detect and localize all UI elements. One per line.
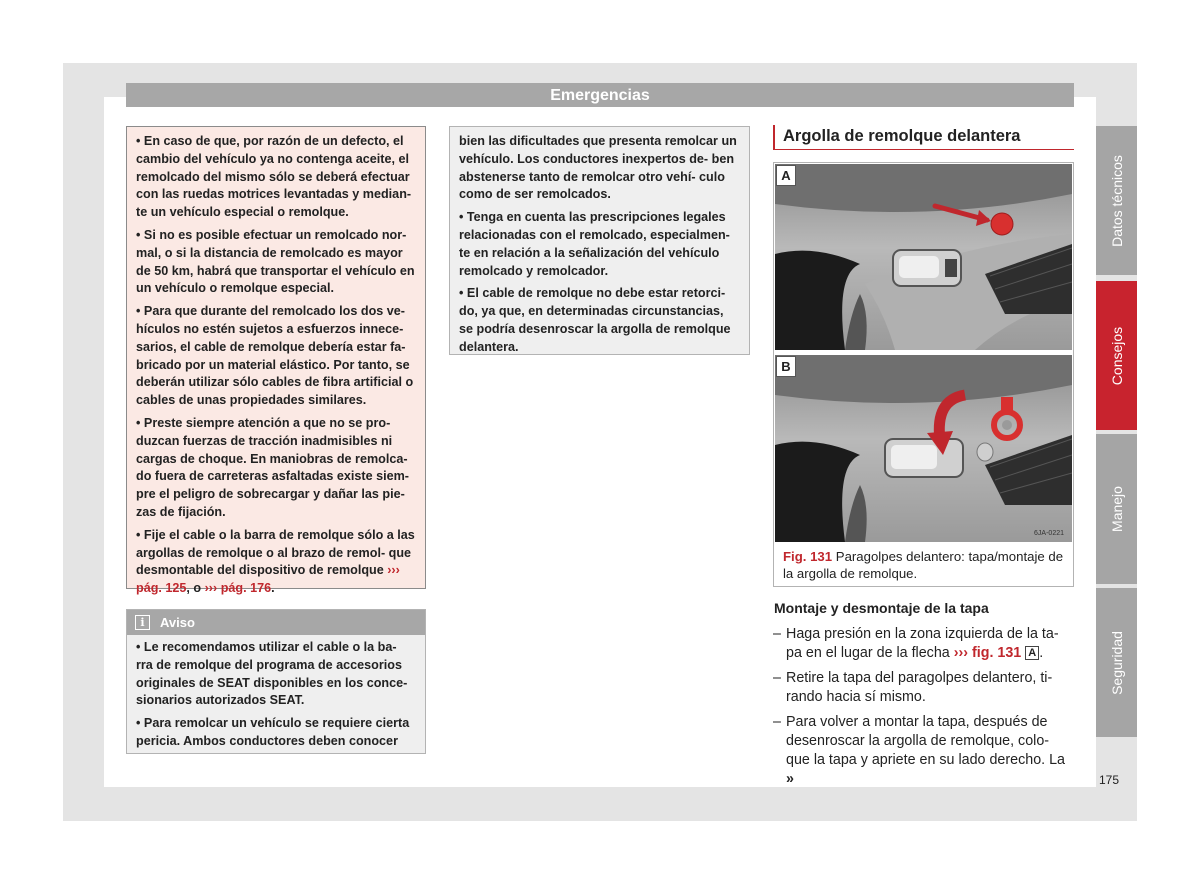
step-text: Retire la tapa del paragolpes delantero, ti- rando hacia sí mismo. [786,670,1053,705]
sub-heading: Montaje y desmontaje de la tapa [774,600,989,616]
warning-end-punct: . [271,581,275,596]
warning-item-text: En caso de que, por razón de un defecto, el cambio del vehículo ya no contenga aceite, el remolcado del mismo sólo se deberá efectuar con las ruedas motrices levantadas y median- te un vehículo especial o remolque. [136,134,412,220]
figure-label-b: B [776,356,796,377]
warning-item-text: Si no es posible efectuar un remolcado nor- mal, o si la distancia de remolcado es mayor de 50 km, habrá que transportar el vehículo en un vehículo o remolque especial. [136,227,415,296]
note-body [127,635,425,751]
info-icon: i [135,615,150,630]
note-header [127,610,425,635]
warning-item-text: Para que durante del remolcado los dos ve- hículos no estén sujetos a esfuerzos innece- sarios, el cable de remolque debería estar fa- bricado por un material elástico. Por tanto, se deberán utilizar sólo cables de fibra artificial o cables de unas propiedades similares. [136,304,414,408]
note-box [126,609,426,754]
figure-photo-b [775,355,1072,542]
figure-photo-a [775,164,1072,350]
warning-item-text: Preste siempre atención a que no se pro- duzcan fuerzas de tracción inadmisibles ni cargas de choque. En maniobras de remolca- do fuera de carreteras asfaltadas existe siem- pre el peligro de sobrecargar y dañar las pie- zas de fijación. [136,415,410,519]
step-item [773,713,1075,789]
note-item: • Le recomendamos utilizar el cable o la ba- rra de remolque del programa de accesorios originales de SEAT disponibles en los conce- sionarios autorizados SEAT. [136,640,408,708]
step-dash: – [773,626,781,642]
step-end-punct: . [1039,645,1044,661]
figure-number: Fig. 131 [783,549,833,564]
side-tab-label: Manejo [1108,486,1125,532]
note-item-text: Para remolcar un vehículo se requiere cierta pericia. Ambos conductores deben conocer [136,716,410,748]
figure-image-code: 6JA-0221 [1034,530,1064,537]
step-text: Para volver a montar la tapa, después de desenroscar la argolla de remolque, colo- que la tapa y apriete en su lado derecho. La [786,714,1065,768]
warning-text-col1 [127,127,425,598]
warning-item: • Preste siempre atención a que no se pro- duzcan fuerzas de tracción inadmisibles ni cargas de choque. En maniobras de remolca- do fuera de carreteras asfaltadas existe siem- pre el peligro de sobrecargar y dañar las pie- zas de fijación. [136,415,410,519]
bumper-cover-photo [775,164,1072,350]
side-tab-label: Seguridad [1108,630,1125,695]
warning-item: • Fije el cable o la barra de remolque sólo a las argollas de remolque o al brazo de remol- que desmontable del dispositivo de remolque ››› pág. 125, o ››› pág. 176. [136,527,415,596]
figure-reference-link[interactable]: ››› fig. 131 [953,645,1022,661]
side-tab-seguridad[interactable] [1096,588,1137,737]
figure-caption-text: Paragolpes delantero: tapa/montaje de la argolla de remolque. [783,549,1064,581]
side-tab-label: Consejos [1108,326,1125,385]
warning-item: • Si no es posible efectuar un remolcado nor- mal, o si la distancia de remolcado es mayor de 50 km, habrá que transportar el vehículo en un vehículo o remolque especial. [136,227,415,296]
step-item [773,669,1075,707]
page-reference-link[interactable]: ››› pág. 176 [204,581,272,596]
figure-label-a: A [776,165,796,186]
warning-item: • El cable de remolque no debe estar retorci- do, ya que, en determinadas circunstancias, se podría desenroscar la argolla de remolque delantera. [459,286,731,354]
step-dash: – [773,670,781,686]
warning-item: • Para que durante del remolcado los dos ve- hículos no estén sujetos a esfuerzos innece- sarios, el cable de remolque debería estar fa- bricado por un material elástico. Por tanto, se deberán utilizar sólo cables de fibra artificial o cables de unas propiedades similares. [136,304,414,408]
warning-continuation: bien las dificultades que presenta remolcar un vehículo. Los conductores inexpertos de- ben abstenerse tanto de remolcar otro vehí- culo como de ser remolcados. [459,134,737,202]
warning-item-text: Tenga en cuenta las prescripciones legales relacionadas con el remolcado, especialmen- te en relación a la señalización del vehículo remolcado y remolcador. [459,210,730,278]
warning-box-continued [449,126,750,355]
side-tab-datos-tecnicos[interactable] [1096,126,1137,275]
note-item: • Para remolcar un vehículo se requiere cierta pericia. Ambos conductores deben conocer [136,716,410,748]
step-item [773,625,1075,663]
section-title: Argolla de remolque delantera [773,125,1074,150]
note-item-text: Le recomendamos utilizar el cable o la ba- rra de remolque del programa de accesorios originales de SEAT disponibles en los conce- sionarios autorizados SEAT. [136,640,408,708]
warning-item-text: Fije el cable o la barra de remolque sólo a las argollas de remolque o al brazo de remol- que desmontable del dispositivo de remolque [136,527,415,578]
section-header: Emergencias [126,83,1074,107]
warning-text-col2 [450,127,749,357]
step-text: Haga presión en la zona izquierda de la ta- pa en el lugar de la flecha [786,626,1059,661]
continue-arrow-icon: » [786,771,794,787]
steps-list [773,625,1075,795]
tow-eye-photo [775,355,1072,542]
warning-item: • Tenga en cuenta las prescripciones legales relacionadas con el remolcado, especialmen- te en relación a la señalización del vehículo remolcado y remolcador. [459,210,730,278]
figure-key-a: A [1025,646,1039,660]
side-tab-consejos[interactable] [1096,281,1137,430]
side-tab-manejo[interactable] [1096,434,1137,584]
page-number: 175 [1099,773,1120,787]
warning-box [126,126,426,596]
side-tab-label: Datos técnicos [1108,154,1125,247]
warning-item-text: El cable de remolque no debe estar retorci- do, ya que, en determinadas circunstancias, se podría desenroscar la argolla de remolque delantera. [459,286,731,354]
warning-joiner: , o [186,581,205,596]
page-reference-link[interactable]: ››› pág. 125 [136,563,400,596]
figure [773,162,1074,587]
step-dash: – [773,714,781,730]
note-title: Aviso [160,615,195,630]
figure-caption [783,548,1068,582]
warning-item: • En caso de que, por razón de un defecto, el cambio del vehículo ya no contenga aceite, el remolcado del mismo sólo se deberá efectuar con las ruedas motrices levantadas y median- te un vehículo especial o remolque. [136,134,412,220]
